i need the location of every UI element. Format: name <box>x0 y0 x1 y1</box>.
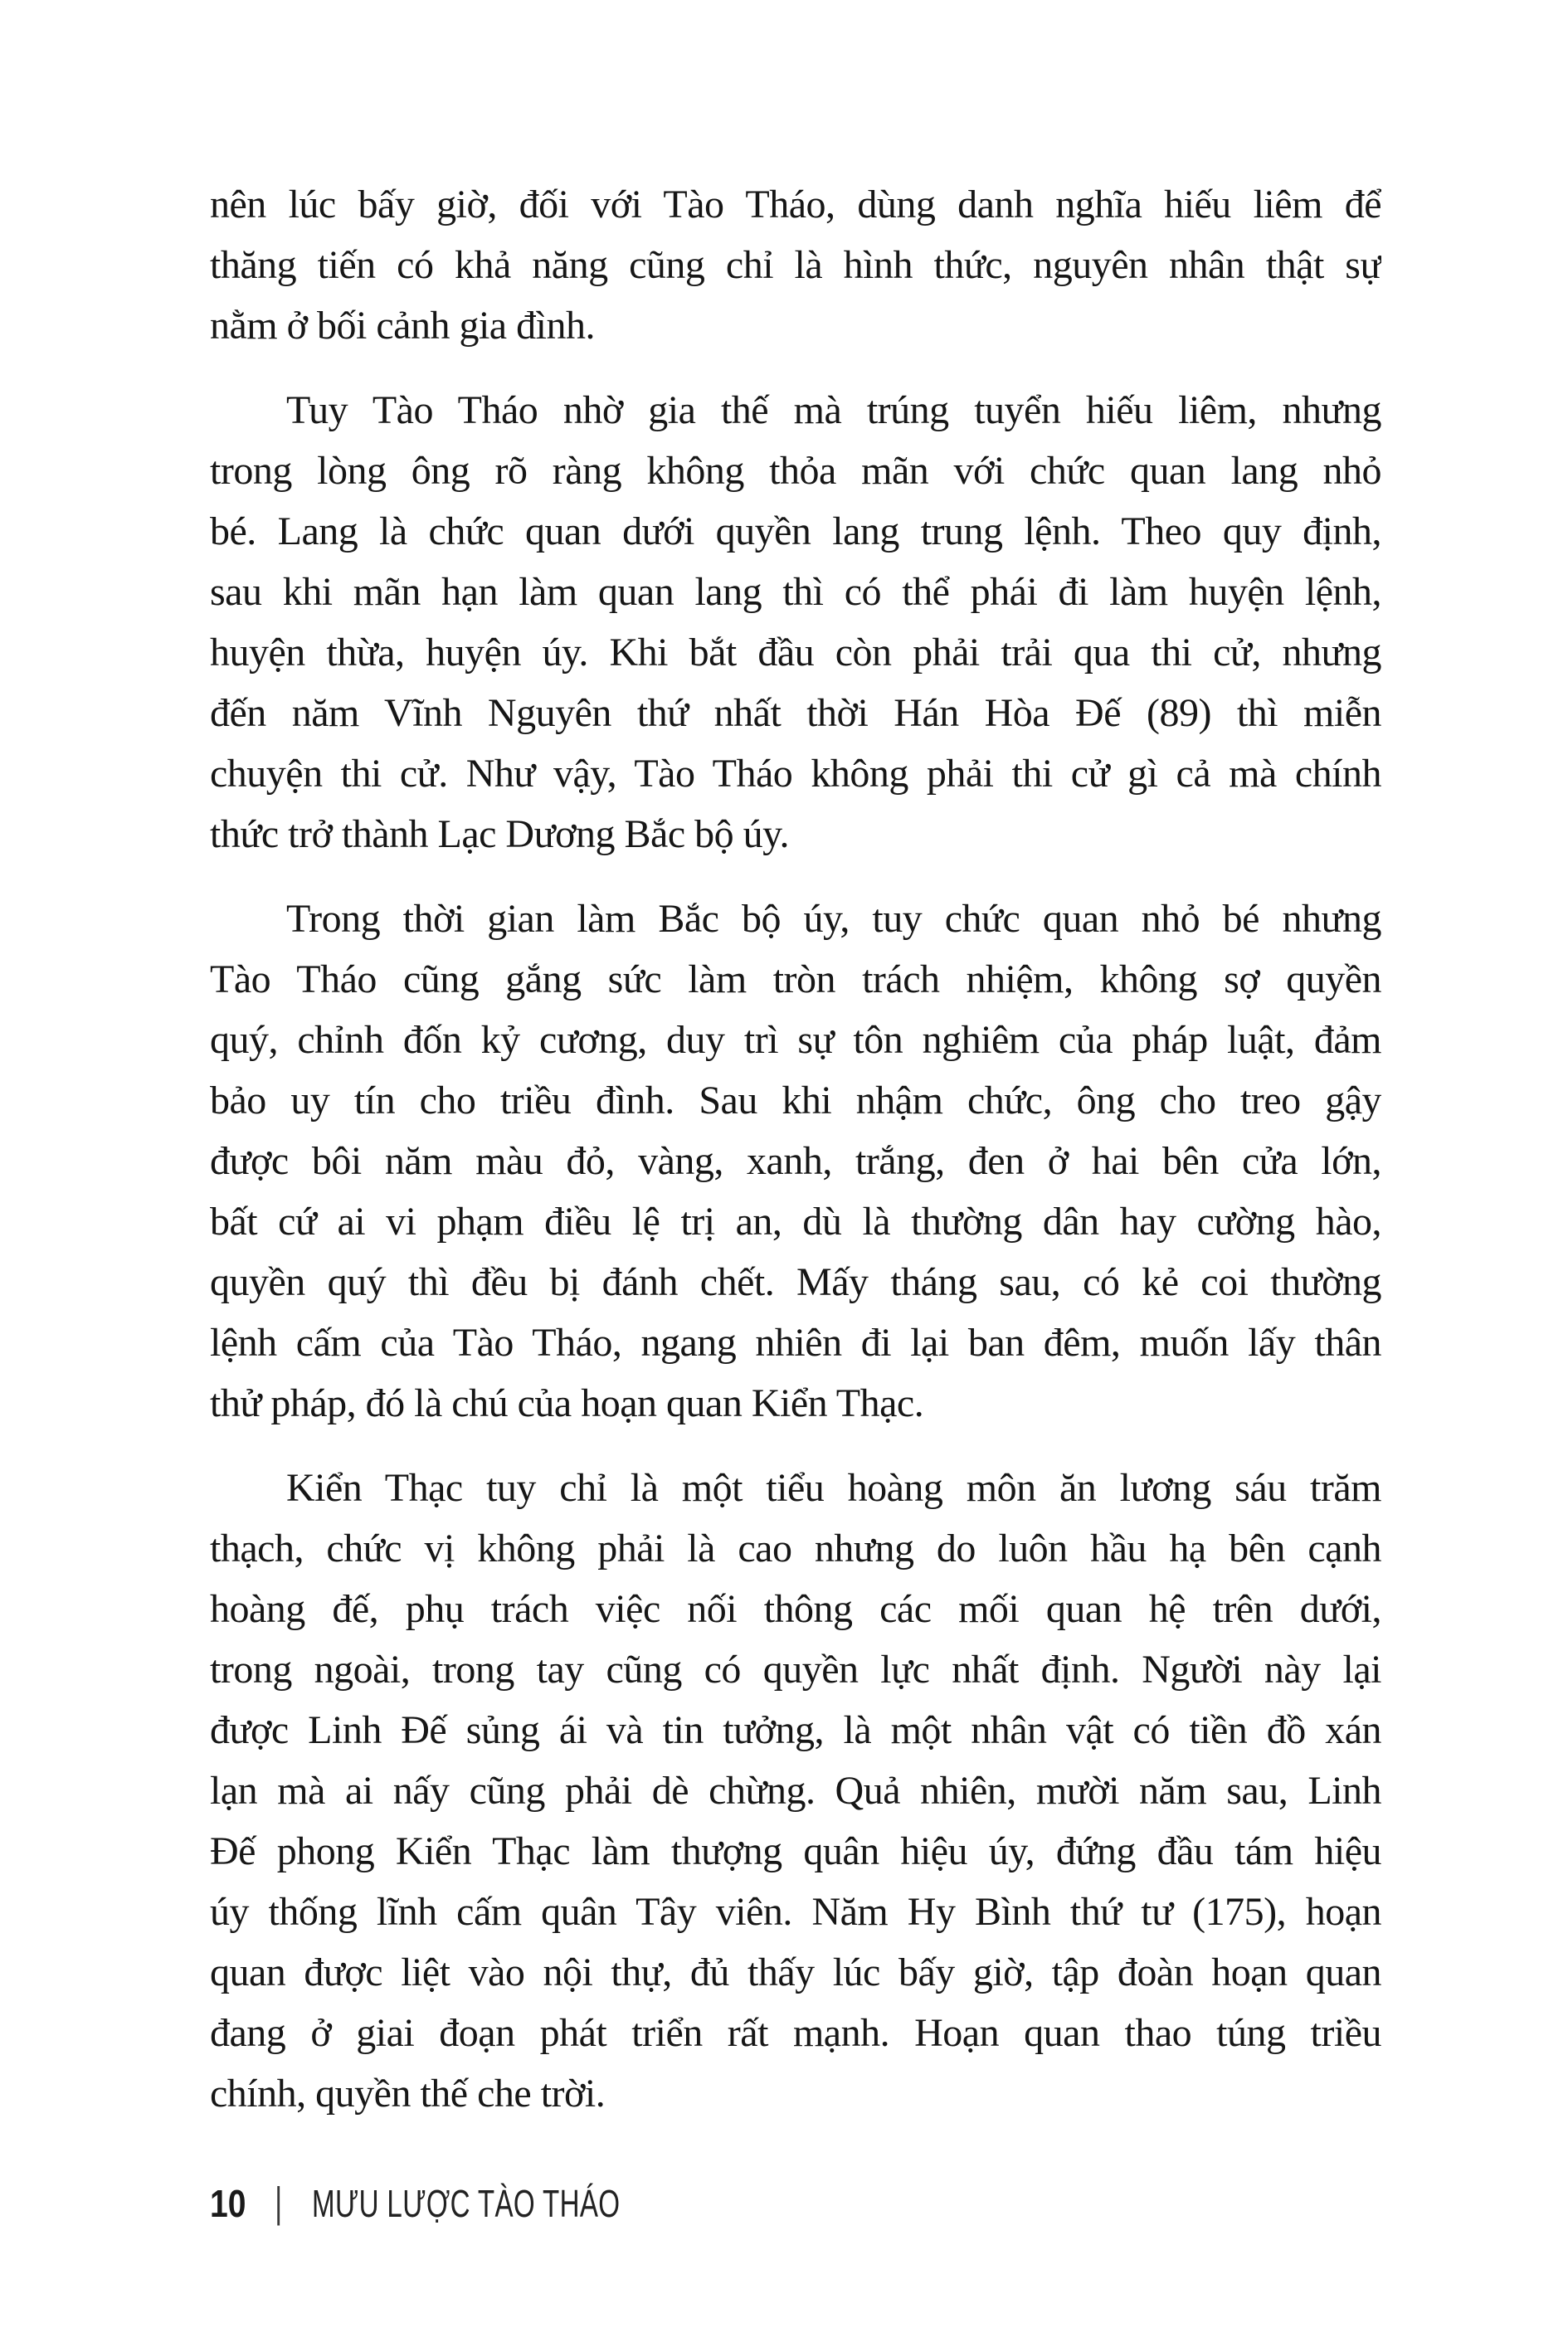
text-line: úy thống lĩnh cấm quân Tây viên. Năm Hy Bình thứ tư (175), hoạn <box>210 1890 1381 1934</box>
body-text <box>210 174 1381 2124</box>
text-line: thử pháp, đó là chú của hoạn quan Kiển Thạc. <box>210 1381 924 1425</box>
text-line: Tuy Tào Tháo nhờ gia thế mà trúng tuyển hiếu liêm, nhưng <box>286 388 1381 432</box>
paragraph <box>210 380 1381 864</box>
text-line: huyện thừa, huyện úy. Khi bắt đầu còn phải trải qua thi cử, nhưng <box>210 631 1381 674</box>
paragraph <box>210 174 1381 356</box>
text-line: Tào Tháo cũng gắng sức làm tròn trách nhiệm, không sợ quyền <box>210 957 1381 1001</box>
text-line: quan được liệt vào nội thự, đủ thấy lúc bấy giờ, tập đoàn hoạn quan <box>210 1950 1381 1994</box>
text-line: đến năm Vĩnh Nguyên thứ nhất thời Hán Hòa Đế (89) thì miễn <box>210 691 1381 735</box>
text-line: lệnh cấm của Tào Tháo, ngang nhiên đi lại ban đêm, muốn lấy thân <box>210 1321 1381 1365</box>
footer-separator: | <box>275 2179 283 2227</box>
text-line: sau khi mãn hạn làm quan lang thì có thể phái đi làm huyện lệnh, <box>210 570 1381 614</box>
text-line: thạch, chức vị không phải là cao nhưng do luôn hầu hạ bên cạnh <box>210 1527 1381 1570</box>
text-line: chính, quyền thế che trời. <box>210 2072 606 2116</box>
page-footer <box>210 2179 739 2228</box>
text-line: quý, chỉnh đốn kỷ cương, duy trì sự tôn nghiêm của pháp luật, đảm <box>210 1018 1381 1062</box>
text-line: nên lúc bấy giờ, đối với Tào Tháo, dùng danh nghĩa hiếu liêm để <box>210 183 1381 226</box>
text-line: bé. Lang là chức quan dưới quyền lang trung lệnh. Theo quy định, <box>210 509 1381 553</box>
paragraph <box>210 889 1381 1434</box>
text-line: Kiển Thạc tuy chỉ là một tiểu hoàng môn ăn lương sáu trăm <box>286 1466 1381 1510</box>
page-number: 10 <box>210 2182 246 2225</box>
paragraph <box>210 1458 1381 2124</box>
text-line: quyền quý thì đều bị đánh chết. Mấy tháng sau, có kẻ coi thường <box>210 1260 1381 1304</box>
text-line: lạn mà ai nấy cũng phải dè chừng. Quả nhiên, mười năm sau, Linh <box>210 1769 1381 1813</box>
text-line: nằm ở bối cảnh gia đình. <box>210 304 595 348</box>
text-line: được bôi năm màu đỏ, vàng, xanh, trắng, đen ở hai bên cửa lớn, <box>210 1139 1381 1183</box>
text-line: trong lòng ông rõ ràng không thỏa mãn với chức quan lang nhỏ <box>210 449 1381 493</box>
text-line: bất cứ ai vi phạm điều lệ trị an, dù là thường dân hay cường hào, <box>210 1200 1381 1244</box>
text-line: trong ngoài, trong tay cũng có quyền lực nhất định. Người này lại <box>210 1648 1381 1692</box>
text-line: Đế phong Kiển Thạc làm thượng quân hiệu úy, đứng đầu tám hiệu <box>210 1829 1381 1873</box>
running-book-title: MƯU LƯỢC TÀO THÁO <box>311 2182 621 2225</box>
text-line: thăng tiến có khả năng cũng chỉ là hình thức, nguyên nhân thật sự <box>210 243 1381 287</box>
text-line: Trong thời gian làm Bắc bộ úy, tuy chức quan nhỏ bé nhưng <box>286 897 1381 941</box>
text-line: được Linh Đế sủng ái và tin tưởng, là một nhân vật có tiền đồ xán <box>210 1708 1381 1752</box>
text-line: chuyện thi cử. Như vậy, Tào Tháo không phải thi cử gì cả mà chính <box>210 752 1381 796</box>
text-line: đang ở giai đoạn phát triển rất mạnh. Hoạn quan thao túng triều <box>210 2011 1381 2055</box>
text-line: hoàng đế, phụ trách việc nối thông các mối quan hệ trên dưới, <box>210 1587 1381 1631</box>
text-line: bảo uy tín cho triều đình. Sau khi nhậm chức, ông cho treo gậy <box>210 1079 1381 1122</box>
text-line: thức trở thành Lạc Dương Bắc bộ úy. <box>210 812 789 856</box>
